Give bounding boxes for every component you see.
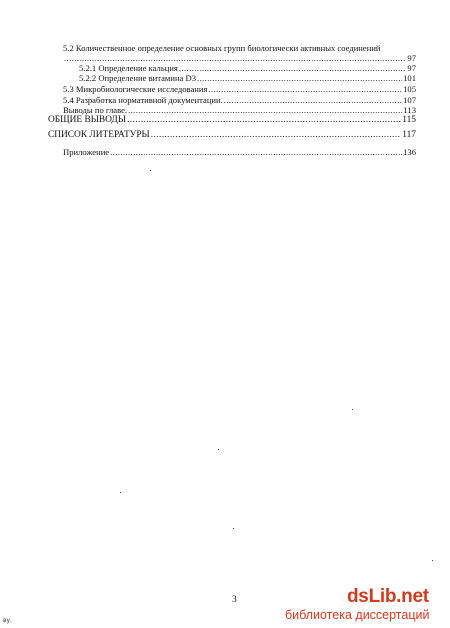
watermark-logo: dsLib.net [347, 586, 429, 607]
toc-page-number: 97 [407, 53, 416, 63]
page-number: 3 [232, 595, 237, 605]
scan-speck [150, 170, 151, 171]
dot-leader [110, 147, 402, 158]
corner-mark: ву. [3, 617, 12, 624]
toc-entry-appendix[interactable] [63, 147, 416, 158]
toc-entry-references[interactable] [48, 130, 416, 141]
scan-speck [218, 449, 219, 450]
dot-leader [197, 73, 402, 84]
toc-page-number: 107 [403, 95, 416, 105]
toc-entry-label: 5.2.2 Определение витамина D3 [79, 73, 197, 83]
dot-leader [208, 84, 402, 95]
dot-leader [127, 115, 401, 126]
toc-entry-label: Выводы по главе. [63, 105, 128, 115]
toc-page-number: 105 [403, 84, 416, 94]
scan-speck [352, 409, 353, 410]
dslib-watermark[interactable] [285, 586, 445, 624]
toc-entry-label: ОБЩИЕ ВЫВОДЫ [48, 115, 127, 125]
toc-entry-label: Приложение [63, 147, 110, 157]
scan-speck [432, 560, 433, 561]
toc-entry-5-3[interactable] [63, 84, 416, 95]
toc-entry-label: 5.3 Микробиологические исследования [63, 84, 208, 94]
toc-page-number: 117 [402, 130, 416, 140]
toc-entry-5-2-2[interactable] [79, 73, 416, 84]
toc-page-number: 113 [403, 105, 416, 115]
toc-entry-label: 5.2.1 Определение кальция [79, 63, 178, 73]
toc-entry-label: СПИСОК ЛИТЕРАТУРЫ [48, 130, 150, 140]
toc-page-number: 97 [407, 63, 416, 73]
toc-section-5-2-title: 5.2 Количественное определение основных групп биологически активных соединений [63, 43, 381, 53]
dot-leader [151, 130, 402, 141]
scan-speck [120, 492, 121, 493]
toc-page-number: 115 [402, 115, 416, 125]
watermark-tagline: библиотека диссертаций [285, 608, 430, 622]
toc-page-number: 136 [403, 147, 416, 157]
toc-entry-label: 5.4 Разработка нормативной документации. [63, 95, 223, 105]
toc-entry-general-conclusions[interactable] [48, 115, 416, 126]
scan-speck [233, 528, 234, 529]
toc-page-number: 101 [403, 73, 416, 83]
